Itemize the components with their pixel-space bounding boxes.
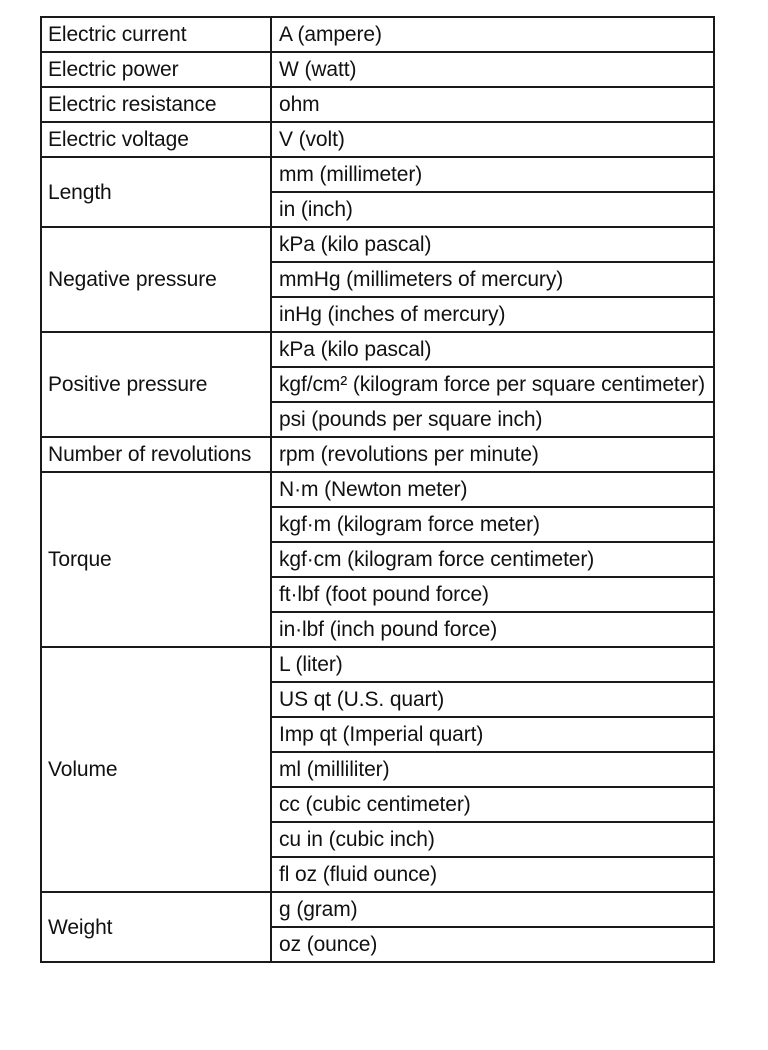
unit-cell: in·lbf (inch pound force)	[271, 612, 714, 647]
table-row	[41, 17, 714, 52]
unit-cell: W (watt)	[271, 52, 714, 87]
quantity-cell: Length	[41, 157, 271, 227]
unit-cell: rpm (revolutions per minute)	[271, 437, 714, 472]
quantity-cell: Weight	[41, 892, 271, 962]
unit-cell: kgf·m (kilogram force meter)	[271, 507, 714, 542]
unit-cell: oz (ounce)	[271, 927, 714, 962]
unit-cell: ft·lbf (foot pound force)	[271, 577, 714, 612]
unit-cell: L (liter)	[271, 647, 714, 682]
unit-cell: cu in (cubic inch)	[271, 822, 714, 857]
unit-cell: mmHg (millimeters of mercury)	[271, 262, 714, 297]
quantity-cell: Electric power	[41, 52, 271, 87]
quantity-cell: Number of revolutions	[41, 437, 271, 472]
table-row	[41, 227, 714, 262]
quantity-cell: Torque	[41, 472, 271, 647]
unit-cell: N·m (Newton meter)	[271, 472, 714, 507]
unit-cell: psi (pounds per square inch)	[271, 402, 714, 437]
units-table	[40, 16, 715, 963]
unit-cell: cc (cubic centimeter)	[271, 787, 714, 822]
unit-cell: Imp qt (Imperial quart)	[271, 717, 714, 752]
unit-cell: fl oz (fluid ounce)	[271, 857, 714, 892]
table-row	[41, 122, 714, 157]
quantity-cell: Volume	[41, 647, 271, 892]
table-row	[41, 472, 714, 507]
quantity-cell: Electric current	[41, 17, 271, 52]
unit-cell: mm (millimeter)	[271, 157, 714, 192]
table-row	[41, 157, 714, 192]
unit-cell: kgf·cm (kilogram force centimeter)	[271, 542, 714, 577]
unit-cell: ml (milliliter)	[271, 752, 714, 787]
unit-cell: kPa (kilo pascal)	[271, 227, 714, 262]
unit-cell: A (ampere)	[271, 17, 714, 52]
unit-cell: kgf/cm² (kilogram force per square centimeter)	[271, 367, 714, 402]
quantity-cell: Electric voltage	[41, 122, 271, 157]
unit-cell: kPa (kilo pascal)	[271, 332, 714, 367]
quantity-cell: Negative pressure	[41, 227, 271, 332]
unit-cell: ohm	[271, 87, 714, 122]
table-row	[41, 332, 714, 367]
table-row	[41, 87, 714, 122]
table-row	[41, 437, 714, 472]
unit-cell: US qt (U.S. quart)	[271, 682, 714, 717]
unit-cell: inHg (inches of mercury)	[271, 297, 714, 332]
unit-cell: V (volt)	[271, 122, 714, 157]
quantity-cell: Positive pressure	[41, 332, 271, 437]
table-row	[41, 52, 714, 87]
table-row	[41, 647, 714, 682]
quantity-cell: Electric resistance	[41, 87, 271, 122]
table-row	[41, 892, 714, 927]
unit-cell: g (gram)	[271, 892, 714, 927]
unit-cell: in (inch)	[271, 192, 714, 227]
